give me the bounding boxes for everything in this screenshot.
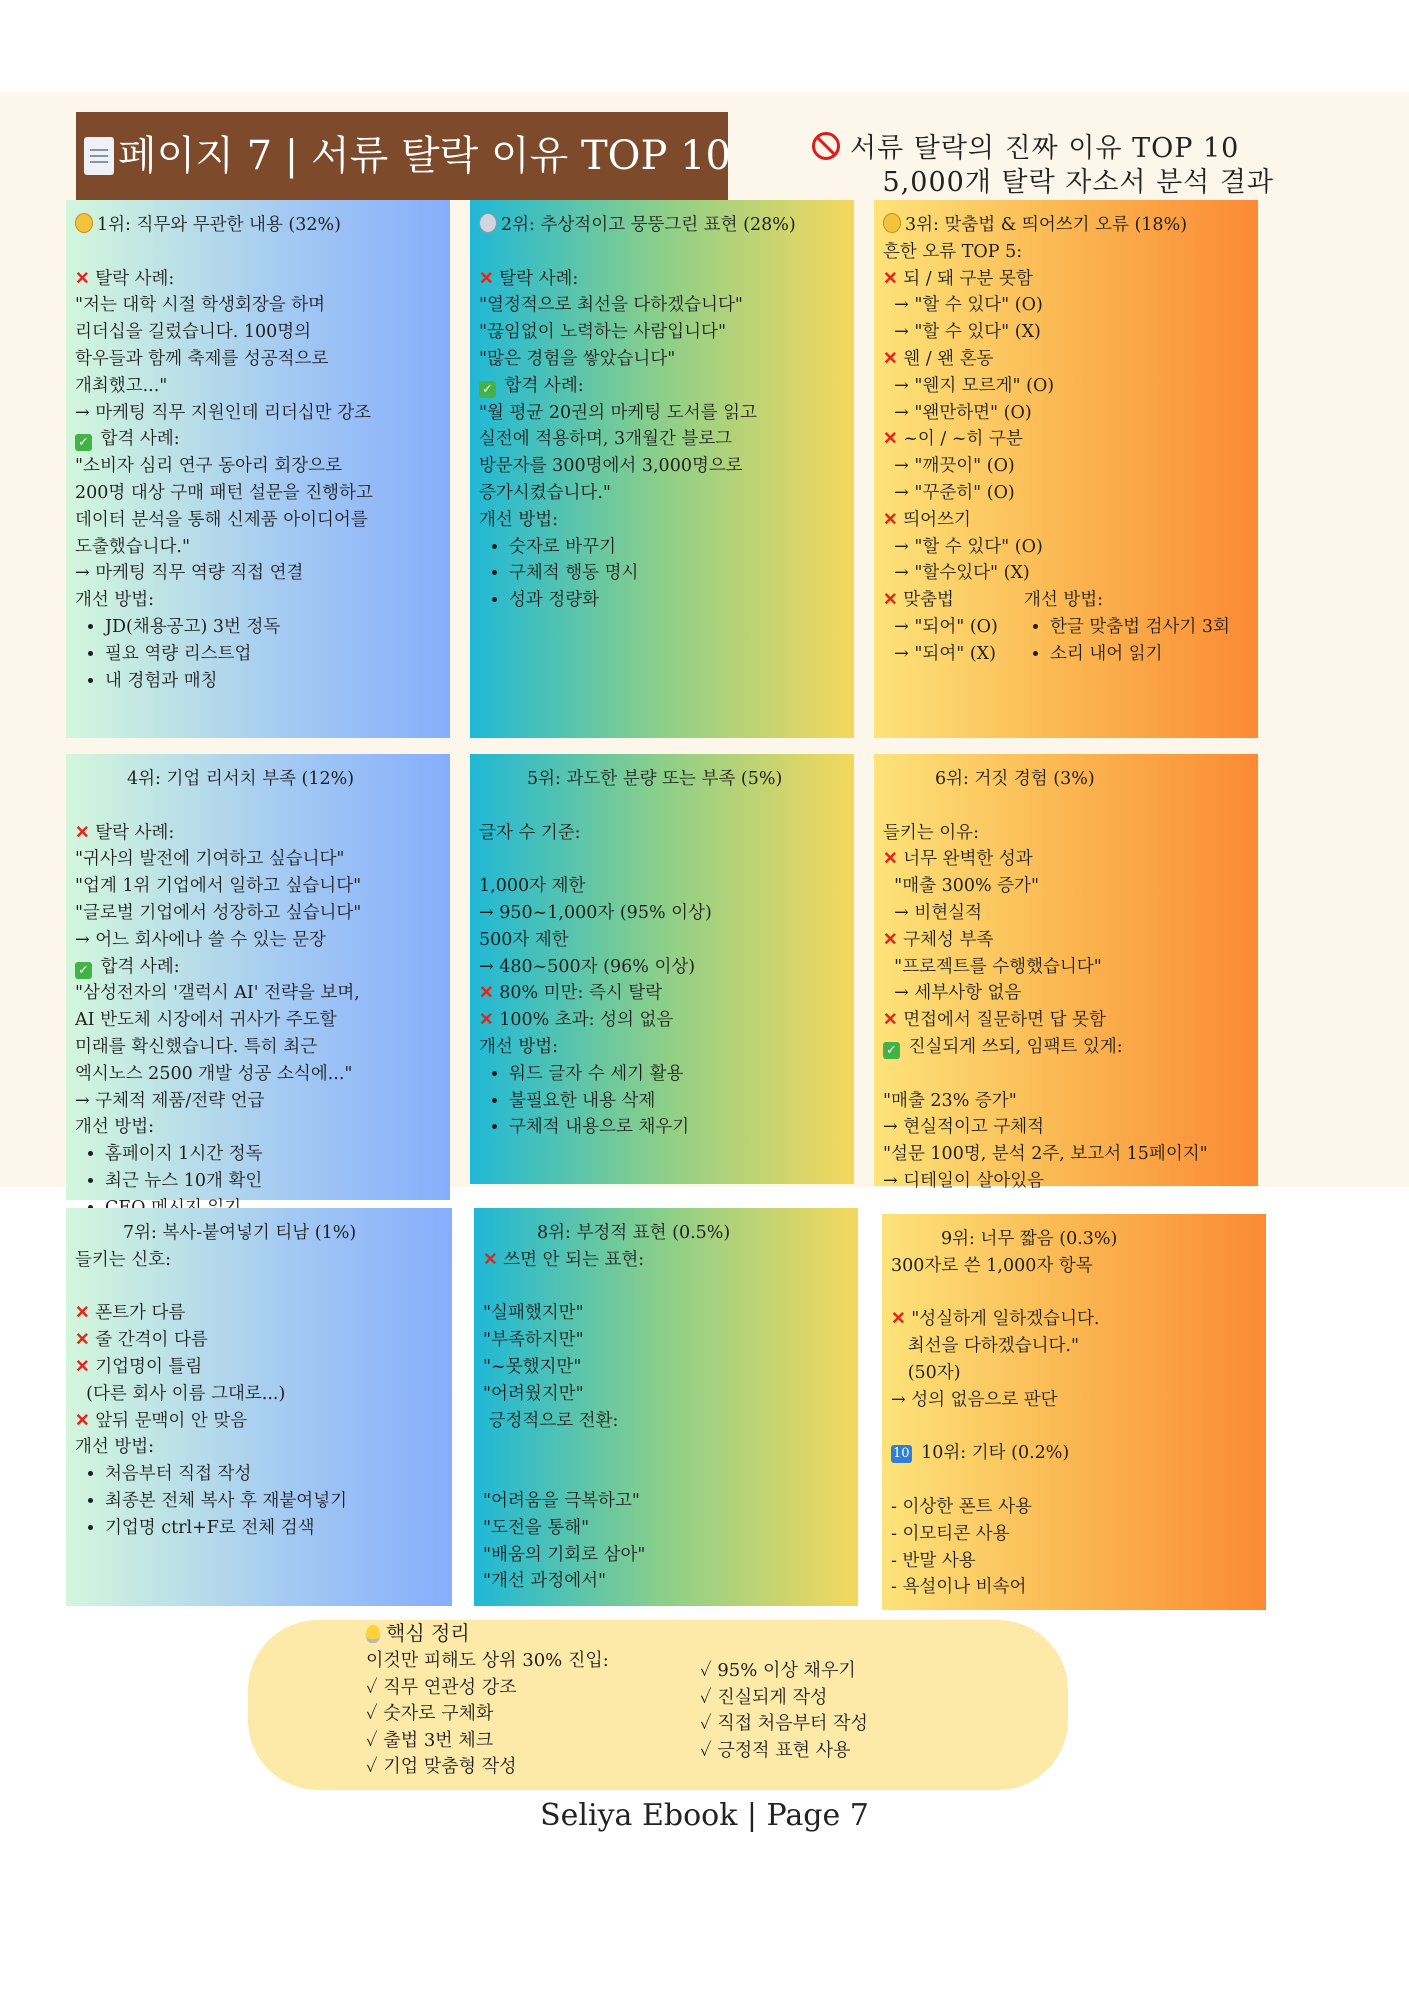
card-line — [75, 1274, 443, 1301]
card-line: ✕ 80% 미만: 즉시 탈락 — [479, 983, 663, 1004]
card-line: 들키는 신호: — [75, 1249, 171, 1270]
card-line — [479, 239, 845, 266]
card-line — [483, 1434, 849, 1461]
improvement-item: • 성과 정량화 — [509, 587, 845, 614]
improvement-item: • 최종본 전체 복사 후 재붙여넣기 — [105, 1488, 443, 1515]
cross-mark-icon: ✕ — [883, 509, 898, 530]
cross-mark-icon: ✕ — [75, 268, 90, 289]
card-line — [883, 1061, 1249, 1088]
document-icon — [84, 137, 114, 175]
card-line: ✕ 웬 / 왠 혼동 — [883, 348, 994, 369]
card-line: ✕ 앞뒤 문맥이 안 맞음 — [75, 1410, 248, 1431]
card-heading — [75, 212, 441, 239]
cross-mark-icon: ✕ — [75, 1356, 90, 1377]
card-line: 학우들과 함께 축제를 성공적으로 — [75, 348, 329, 369]
card-line: ✕ 띄어쓰기 — [883, 509, 971, 530]
card-line: → "할 수 있다" (O) — [894, 295, 1043, 316]
card-line: 개선 방법: — [75, 590, 155, 611]
card-line: "부족하지만" — [483, 1330, 584, 1351]
improvement-item: • 필요 역량 리스트업 — [105, 641, 441, 668]
cross-mark-icon: ✕ — [479, 1010, 494, 1031]
card-line — [479, 793, 845, 820]
card-line — [483, 1274, 849, 1301]
summary-item: ✓ 기업 맞춤형 작성 — [366, 1756, 517, 1778]
card-line: - 반말 사용 — [891, 1550, 976, 1571]
summary-item: ✓ 직접 처음부터 작성 — [700, 1713, 868, 1735]
check-mark-icon: ✓ — [75, 962, 92, 979]
card-line: "월 평균 20권의 마케팅 도서를 읽고 — [479, 402, 757, 423]
card-heading — [483, 1220, 849, 1247]
summary-heading — [366, 1620, 470, 1647]
card-line: ✕ 탈락 사례: — [75, 822, 175, 843]
card-line: 도출했습니다." — [75, 536, 191, 557]
subtitle-line-1: 서류 탈락의 진짜 이유 TOP 10 — [850, 133, 1240, 164]
card-line: (다른 회사 이름 그대로...) — [86, 1383, 286, 1404]
card-line: → 마케팅 직무 지원인데 리더십만 강조 — [75, 402, 372, 423]
subtitle-line-2: 5,000개 탈락 자소서 분석 결과 — [882, 167, 1274, 198]
card-line — [483, 1461, 849, 1488]
improvement-list — [479, 1061, 845, 1141]
card-heading — [75, 766, 441, 793]
card-line: ✕ 구체성 부족 — [883, 929, 994, 950]
card-heading-text: 8위: 부정적 표현 (0.5%) — [537, 1223, 731, 1243]
card-line: ✕ 탈락 사례: — [75, 268, 175, 289]
card-line: → "왠만하면" (O) — [894, 402, 1032, 423]
cross-mark-icon: ✕ — [479, 268, 494, 289]
card-line: → "깨끗이" (O) — [894, 456, 1015, 477]
card-line: ✕ "성실하게 일하겠습니다. — [891, 1309, 1100, 1330]
card-line: AI 반도체 시장에서 귀사가 주도할 — [75, 1010, 337, 1031]
card-line: ✕ 쓰면 안 되는 표현: — [483, 1249, 645, 1270]
card-heading — [891, 1226, 1257, 1253]
improvement-item: • 구체적 행동 명시 — [509, 560, 845, 587]
card-rank-4 — [66, 754, 450, 1200]
card-line: 개선 방법: — [479, 509, 559, 530]
card-line — [75, 793, 441, 820]
card-line: "귀사의 발전에 기여하고 싶습니다" — [75, 849, 345, 870]
card-body — [75, 1247, 443, 1542]
card-line: → "할 수 있다" (O) — [894, 536, 1043, 557]
card-line: - 이모티콘 사용 — [891, 1523, 1010, 1544]
card-line: "업계 1위 기업에서 일하고 싶습니다" — [75, 876, 362, 897]
improvement-list — [1024, 614, 1230, 668]
card-line: ✓ 합격 사례: — [75, 954, 441, 981]
cross-mark-icon: ✕ — [75, 1303, 90, 1324]
card-line — [75, 239, 441, 266]
card-line: → "되어" (O) — [894, 616, 998, 637]
card-line: "설문 100명, 분석 2주, 보고서 15페이지" — [883, 1144, 1208, 1165]
card-line: ✓ 합격 사례: — [479, 373, 845, 400]
card-heading — [75, 1220, 443, 1247]
check-mark-icon: ✓ — [75, 434, 92, 451]
card-heading-text: 9위: 너무 짧음 (0.3%) — [941, 1229, 1118, 1249]
card-rank-8 — [474, 1208, 858, 1606]
card-line: 증가시켰습니다." — [479, 482, 611, 503]
card-line: 최선을 다하겠습니다." — [907, 1336, 1080, 1357]
keycap-ten-icon: 10 — [893, 1446, 910, 1462]
card-line: ✕ 되 / 돼 구분 못함 — [883, 268, 1033, 289]
card-line: "삼성전자의 '갤럭시 AI' 전략을 보며, — [75, 983, 360, 1004]
card-line: 리더십을 길렀습니다. 100명의 — [75, 322, 312, 343]
improvement-item: • 최근 뉴스 10개 확인 — [105, 1168, 441, 1195]
card-heading-text: 3위: 맞춤법 & 띄어쓰기 오류 (18%) — [905, 215, 1188, 235]
card-line: 실전에 적용하며, 3개월간 블로그 — [479, 429, 733, 450]
card-line — [891, 1280, 1257, 1307]
card-heading — [883, 212, 1249, 239]
card-heading-text: 5위: 과도한 분량 또는 부족 (5%) — [527, 769, 783, 789]
card-line: 데이터 분석을 통해 신제품 아이디어를 — [75, 509, 368, 530]
card-line: "도전을 통해" — [483, 1517, 590, 1538]
card-heading — [883, 766, 1249, 793]
card-line: → 현실적이고 구체적 — [883, 1117, 1045, 1138]
card-line: → 성의 없음으로 판단 — [891, 1389, 1058, 1410]
card-line: → "할 수 있다" (X) — [894, 322, 1041, 343]
summary-item: ✓ 긍정적 표현 사용 — [700, 1739, 851, 1761]
card-line: "글로벌 기업에서 성장하고 싶습니다" — [75, 902, 362, 923]
card-rank-9 — [882, 1214, 1266, 1610]
improvement-item: • 소리 내어 읽기 — [1050, 641, 1230, 668]
improvement-item: • 홈페이지 1시간 정독 — [105, 1141, 441, 1168]
card-rank-7 — [66, 1208, 452, 1606]
check-mark-icon: ✓ — [479, 381, 496, 398]
card-line: "실패했지만" — [483, 1303, 584, 1324]
improvement-item: • 내 경험과 매칭 — [105, 668, 441, 695]
card-side-improvement — [1024, 587, 1230, 667]
card-heading-text: 4위: 기업 리서치 부족 (12%) — [127, 769, 355, 789]
cross-mark-icon: ✕ — [883, 348, 898, 369]
card-heading — [479, 212, 845, 239]
card-line: "소비자 심리 연구 동아리 회장으로 — [75, 456, 342, 477]
card-line: → 480~500자 (96% 이상) — [479, 956, 696, 977]
summary-item: ✓ 직무 연관성 강조 — [366, 1676, 517, 1698]
card-line: 글자 수 기준: — [479, 822, 581, 843]
card-line: ✓ 진실되게 쓰되, 임팩트 있게: — [883, 1034, 1249, 1061]
improvement-item: • 숫자로 바꾸기 — [509, 534, 845, 561]
summary-left-column — [366, 1648, 609, 1781]
card-line: → "할수있다" (X) — [894, 563, 1030, 584]
card-body — [883, 793, 1249, 1195]
summary-item: ✓ 출법 3번 체크 — [366, 1729, 494, 1751]
summary-intro: 이것만 피해도 상위 30% 진입: — [366, 1650, 609, 1671]
card-line: ✕ ~이 / ~히 구분 — [883, 429, 1023, 450]
card-line: ✕ 100% 초과: 성의 없음 — [479, 1010, 674, 1031]
card-line: → 950~1,000자 (95% 이상) — [479, 902, 712, 923]
cross-mark-icon: ✕ — [883, 590, 898, 611]
improvement-item: • JD(채용공고) 3번 정독 — [105, 614, 441, 641]
page-title-bar — [76, 112, 731, 200]
card-rank-2 — [470, 200, 854, 738]
cross-mark-icon: ✕ — [883, 849, 898, 870]
card-rank-6 — [874, 754, 1258, 1191]
improvement-list — [75, 614, 441, 694]
summary-item: ✓ 95% 이상 채우기 — [700, 1660, 856, 1681]
card-line: 개선 방법: — [479, 1036, 559, 1057]
card-line: 1,000자 제한 — [479, 876, 586, 897]
card-body — [483, 1247, 849, 1595]
improvement-list — [75, 1461, 443, 1541]
card-line: ✕ 탈락 사례: — [479, 268, 579, 289]
improvement-item: • 기업명 ctrl+F로 전체 검색 — [105, 1515, 443, 1542]
card-line: → 세부사항 없음 — [894, 983, 1022, 1004]
card-line: → "웬지 모르게" (O) — [894, 375, 1055, 396]
cross-mark-icon: ✕ — [883, 1010, 898, 1031]
summary-item: ✓ 진실되게 작성 — [700, 1686, 828, 1708]
card-line: "저는 대학 시절 학생회장을 하며 — [75, 295, 326, 316]
cross-mark-icon: ✕ — [75, 822, 90, 843]
card-heading-text: 7위: 복사-붙여넣기 티남 (1%) — [123, 1223, 357, 1243]
card-line: ✕ 너무 완벽한 성과 — [883, 849, 1033, 870]
card-line: 방문자를 300명에서 3,000명으로 — [479, 456, 743, 477]
card-line: → 마케팅 직무 역량 직접 연결 — [75, 563, 304, 584]
card-heading-text: 2위: 추상적이고 뭉뚱그린 표현 (28%) — [501, 215, 796, 235]
card-line: - 이상한 폰트 사용 — [891, 1496, 1032, 1517]
cross-mark-icon: ✕ — [883, 429, 898, 450]
cross-mark-icon: ✕ — [883, 929, 898, 950]
card-body — [479, 239, 845, 614]
card-line: "많은 경험을 쌓았습니다" — [479, 348, 676, 369]
card-line: "어려움을 극복하고" — [483, 1490, 640, 1511]
prohibited-icon — [812, 132, 840, 160]
improvement-item: • 한글 맞춤법 검사기 3회 — [1050, 614, 1230, 641]
summary-right-column — [700, 1658, 868, 1764]
card-line: - 욕설이나 비속어 — [891, 1577, 1027, 1598]
card-line — [883, 793, 1249, 820]
card-line — [891, 1467, 1257, 1494]
card-line: ✕ 폰트가 다름 — [75, 1303, 186, 1324]
card-line: 긍정적으로 전환: — [488, 1410, 619, 1431]
card-line: "열정적으로 최선을 다하겠습니다" — [479, 295, 743, 316]
subtitle-block — [804, 132, 1274, 200]
card-line: 개선 방법: — [75, 1437, 155, 1458]
silver-medal-icon — [479, 213, 497, 233]
improvement-item: • 구체적 내용으로 채우기 — [509, 1114, 845, 1141]
card-rank-3 — [874, 200, 1258, 738]
card-line: → "꾸준히" (O) — [894, 482, 1015, 503]
card-heading-text: 6위: 거짓 경험 (3%) — [935, 769, 1095, 789]
improvement-item: • 불필요한 내용 삭제 — [509, 1088, 845, 1115]
card-line — [479, 846, 845, 873]
card-line: 10 10위: 기타 (0.2%) — [893, 1443, 1070, 1464]
card-line: "끊임없이 노력하는 사람입니다" — [479, 322, 726, 343]
card-line: 200명 대상 구매 패턴 설문을 진행하고 — [75, 482, 373, 503]
card-line: → 어느 회사에나 쓸 수 있는 문장 — [75, 929, 326, 950]
card-line: 300자로 쓴 1,000자 항목 — [891, 1255, 1093, 1276]
cross-mark-icon: ✕ — [891, 1309, 906, 1330]
cross-mark-icon: ✕ — [75, 1330, 90, 1351]
card-line: "매출 300% 증가" — [894, 876, 1040, 897]
card-line: → "되여" (X) — [894, 643, 996, 664]
card-line: "배움의 기회로 삼아" — [483, 1544, 646, 1565]
cross-mark-icon: ✕ — [883, 268, 898, 289]
summary-panel — [248, 1620, 1068, 1790]
card-line: "프로젝트를 수행했습니다" — [894, 956, 1102, 977]
card-line: 들키는 이유: — [883, 822, 979, 843]
card-line: ✕ 면접에서 질문하면 답 못함 — [883, 1010, 1106, 1031]
summary-item: ✓ 숫자로 구체화 — [366, 1703, 494, 1725]
card-body — [891, 1253, 1257, 1601]
card-line: "매출 23% 증가" — [883, 1090, 1017, 1111]
card-line: ✕ 기업명이 틀림 — [75, 1356, 203, 1377]
card-line: → 구체적 제품/전략 언급 — [75, 1090, 265, 1111]
card-rank-5 — [470, 754, 854, 1184]
card-heading-text: 1위: 직무와 무관한 내용 (32%) — [97, 215, 341, 235]
improvement-list — [479, 534, 845, 614]
lightbulb-icon — [366, 1625, 380, 1643]
card-line: 개최했고..." — [75, 375, 168, 396]
card-line — [891, 1414, 1257, 1441]
check-mark-icon: ✓ — [883, 1042, 900, 1059]
card-line: "~못했지만" — [483, 1356, 582, 1377]
card-line: → 디테일이 살아있음 — [883, 1170, 1045, 1191]
card-line: (50자) — [907, 1362, 961, 1383]
card-line: → 비현실적 — [894, 902, 982, 923]
gold-medal-icon — [883, 213, 901, 233]
side-heading: 개선 방법: — [1024, 590, 1104, 611]
card-heading — [479, 766, 845, 793]
card-line: 엑시노스 2500 개발 성공 소식에..." — [75, 1063, 353, 1084]
card-line: 500자 제한 — [479, 929, 569, 950]
card-line: 미래를 확신했습니다. 특히 최근 — [75, 1036, 318, 1057]
improvement-item: • 처음부터 직접 작성 — [105, 1461, 443, 1488]
cross-mark-icon: ✕ — [483, 1249, 498, 1270]
page-footer: Seliya Ebook | Page 7 — [540, 1798, 869, 1833]
gold-medal-icon — [75, 213, 93, 233]
summary-heading-text: 핵심 정리 — [386, 1621, 470, 1645]
card-line: 흔한 오류 TOP 5: — [883, 241, 1023, 262]
page-title: 페이지 7 | 서류 탈락 이유 TOP 10 — [118, 133, 731, 179]
card-body — [75, 793, 441, 1222]
card-line: 개선 방법: — [75, 1117, 155, 1138]
card-line: "개선 과정에서" — [483, 1571, 607, 1592]
card-rank-1 — [66, 200, 450, 738]
card-line: ✕ 맞춤법 — [883, 590, 954, 611]
card-line: ✕ 줄 간격이 다름 — [75, 1330, 208, 1351]
improvement-item: • 워드 글자 수 세기 활용 — [509, 1061, 845, 1088]
card-body — [479, 793, 845, 1141]
cross-mark-icon: ✕ — [479, 983, 494, 1004]
card-line: "어려웠지만" — [483, 1383, 584, 1404]
card-body — [75, 239, 441, 695]
cross-mark-icon: ✕ — [75, 1410, 90, 1431]
card-line: ✓ 합격 사례: — [75, 426, 441, 453]
